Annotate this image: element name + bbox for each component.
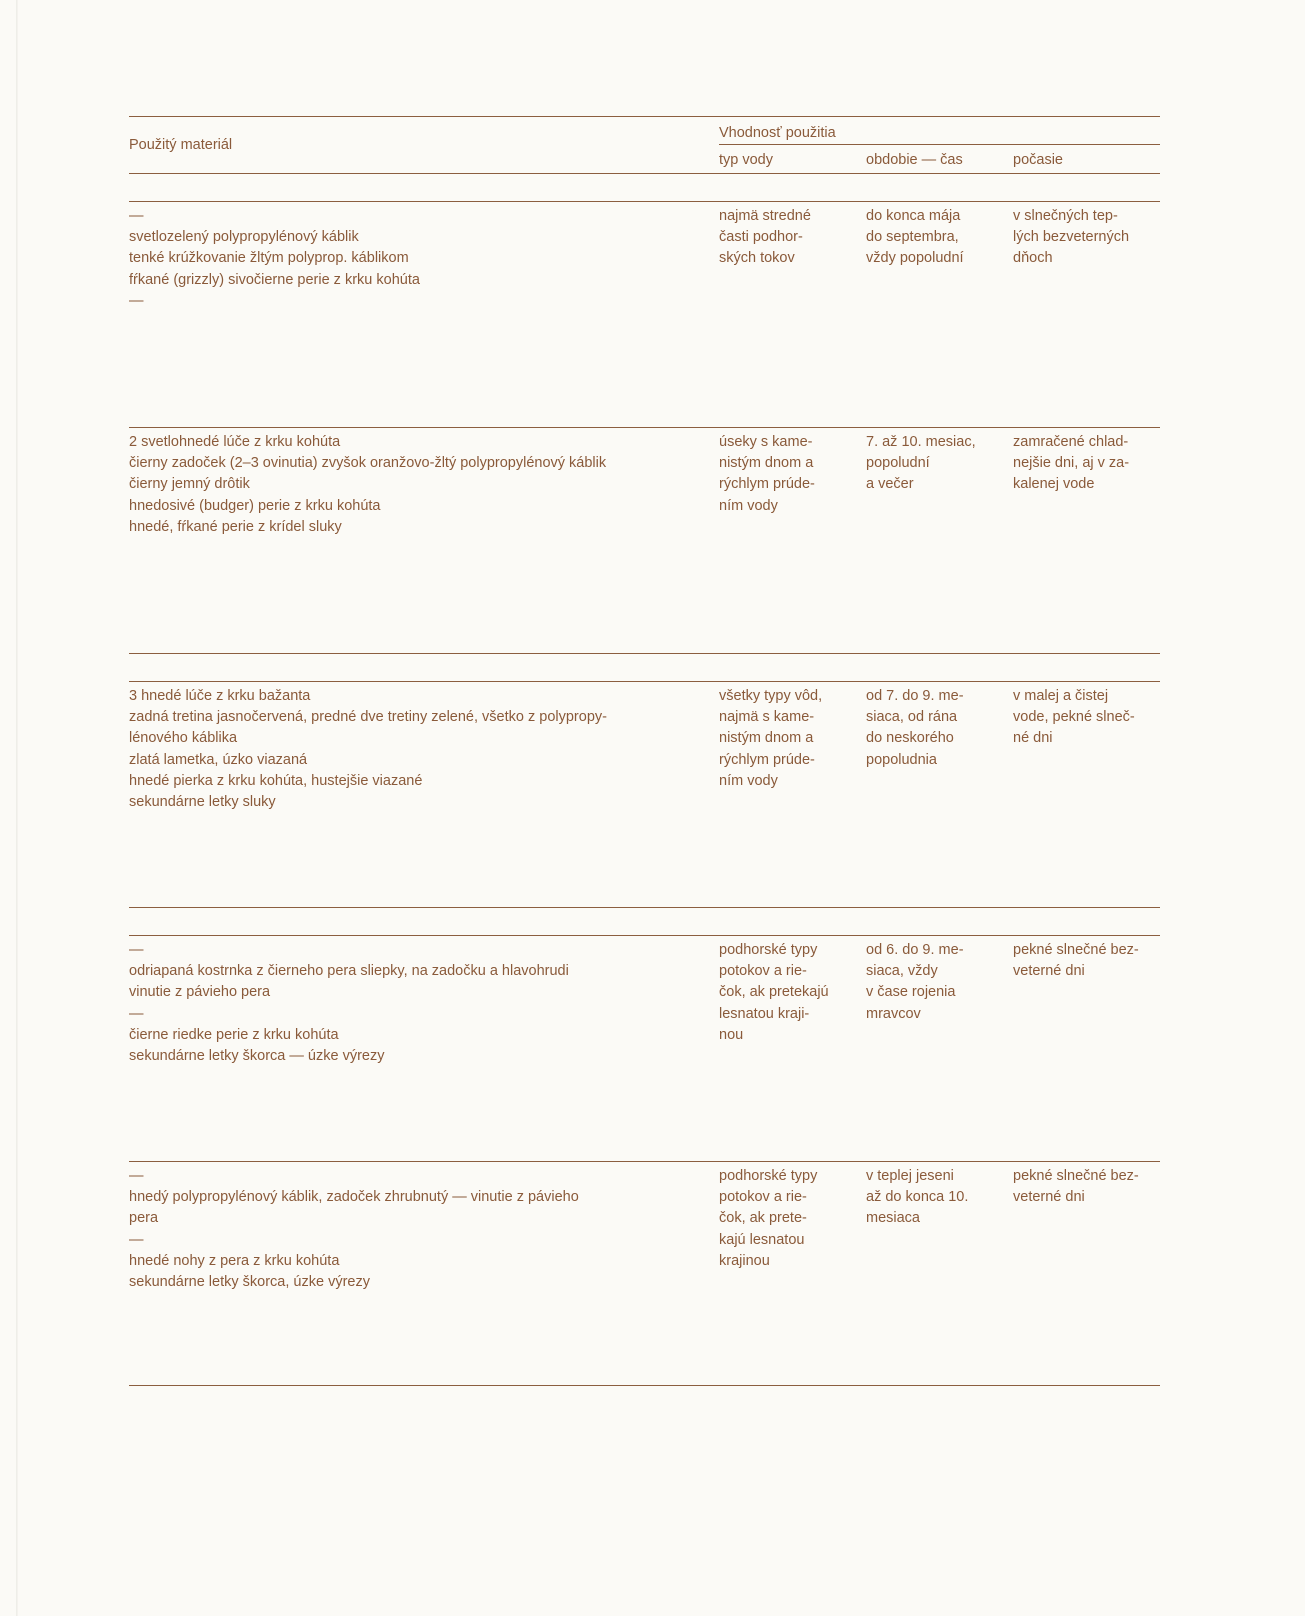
material-line: pera [129,1210,159,1227]
material-line: čierne riedke perie z krku kohúta [129,1026,339,1043]
period-line: mravcov [866,1005,921,1022]
material-line: sekundárne letky škorca — úzke výrezy [129,1047,385,1064]
row-4-period [866,940,1006,1025]
header-material: Použitý materiál [129,137,233,153]
water-line: nistým dnom a [719,455,814,472]
row-3-water-type [719,686,859,792]
weather-line: pekné slnečné bez- [1013,1168,1139,1184]
weather-line: v malej a čistej [1013,688,1109,704]
header-bottom-rule [129,173,1160,174]
row-3-material [129,686,699,813]
material-line: hnedé pierka z krku kohúta, hustejšie viazané [129,772,423,789]
row-5-weather [1013,1166,1163,1208]
period-line: vždy popoludní [866,250,964,267]
period-line: siaca, vždy [866,963,938,980]
period-line: do neskorého [866,730,954,747]
row-2-weather [1013,432,1163,496]
material-line: sekundárne letky škorca, úzke výrezy [129,1273,370,1290]
material-line: zlatá lametka, úzko viazaná [129,751,308,768]
material-line: vinutie z pávieho pera [129,984,271,1001]
water-line: potokov a rie- [719,963,807,980]
material-line: — [129,208,144,224]
row-4-top-rule [129,935,1160,936]
weather-line: dňoch [1013,250,1053,267]
water-line: najmä s kame- [719,709,815,726]
row-4-weather [1013,940,1163,982]
row-2-top-rule [129,427,1160,428]
material-line: — [129,1168,144,1184]
row-1-weather [1013,206,1163,270]
row-5-top-rule [129,1161,1160,1162]
page-edge-shadow [16,0,18,1616]
water-line: krajinou [719,1252,770,1269]
water-line: časti podhor- [719,229,803,246]
water-line: lesnatou kraji- [719,1005,810,1022]
material-line: čierny zadoček (2–3 ovinutia) zvyšok oranžovo-žltý polypropylénový káblik [129,455,607,472]
material-line: sekundárne letky sluky [129,793,276,810]
material-line: fŕkané (grizzly) sivočierne perie z krku kohúta [129,271,420,288]
row-1-top-rule [129,201,1160,202]
header-period: obdobie — čas [866,152,963,168]
period-line: mesiaca [866,1210,920,1227]
material-line: 2 svetlohnedé lúče z krku kohúta [129,434,341,450]
row-1-period [866,206,1006,270]
material-line: — [129,292,144,309]
water-line: podhorské typy [719,942,818,958]
row-3-top-rule [129,681,1160,682]
row-5-bottom-rule [129,1385,1160,1386]
row-4-material [129,940,699,1067]
water-line: rýchlym prúde- [719,476,815,493]
material-line: čierny jemný drôtik [129,476,250,493]
row-4-water-type [719,940,859,1046]
material-line: — [129,1005,144,1022]
water-line: ských tokov [719,250,795,267]
period-line: 7. až 10. mesiac, [866,434,976,450]
water-line: čok, ak pretekajú [719,984,829,1001]
row-2-period [866,432,1006,496]
row-3-period [866,686,1006,771]
material-line: — [129,942,144,958]
header-suitability: Vhodnosť použitia [719,125,836,141]
weather-line: lých bezveterných [1013,229,1130,246]
row-2-water-type [719,432,859,517]
header-suitability-rule [719,144,1160,145]
water-line: nistým dnom a [719,730,814,747]
material-line: hnedé, fŕkané perie z krídel sluky [129,518,342,535]
water-line: ním vody [719,772,778,789]
weather-line: v slnečných tep- [1013,208,1118,224]
water-line: nou [719,1026,744,1043]
period-line: od 6. do 9. me- [866,942,964,958]
material-line: zadná tretina jasnočervená, predné dve tretiny zelené, všetko z polypropy- [129,709,607,726]
period-line: do septembra, [866,229,959,246]
period-line: a večer [866,476,914,493]
row-2-bottom-rule [129,653,1160,654]
period-line: popoludnia [866,751,937,768]
row-5-material [129,1166,699,1293]
water-line: ním vody [719,497,778,514]
water-line: úseky s kame- [719,434,813,450]
period-line: popoludní [866,455,930,472]
weather-line: né dni [1013,730,1053,747]
water-line: podhorské typy [719,1168,818,1184]
header-water-type: typ vody [719,152,773,168]
weather-line: pekné slnečné bez- [1013,942,1139,958]
row-1-material [129,206,699,312]
row-5-period [866,1166,1006,1230]
water-line: potokov a rie- [719,1189,807,1206]
weather-line: vode, pekné slneč- [1013,709,1135,726]
material-line: hnedé nohy z pera z krku kohúta [129,1252,340,1269]
row-1-water-type [719,206,859,270]
water-line: rýchlym prúde- [719,751,815,768]
material-line: hnedý polypropylénový káblik, zadoček zhrubnutý — vinutie z pávieho [129,1189,579,1206]
material-line: lénového káblika [129,730,238,747]
water-line: najmä stredné [719,208,811,224]
material-line: 3 hnedé lúče z krku bažanta [129,688,311,704]
weather-line: veterné dni [1013,963,1085,980]
material-line: hnedosivé (budger) perie z krku kohúta [129,497,381,514]
material-line: tenké krúžkovanie žltým polyprop. káblikom [129,250,409,267]
header-weather: počasie [1013,152,1063,168]
period-line: v čase rojenia [866,984,956,1001]
water-line: čok, ak prete- [719,1210,807,1227]
period-line: siaca, od rána [866,709,958,726]
weather-line: kalenej vode [1013,476,1095,493]
row-2-material [129,432,699,538]
material-line: — [129,1231,144,1248]
weather-line: veterné dni [1013,1189,1085,1206]
water-line: kajú lesnatou [719,1231,805,1248]
row-3-bottom-rule [129,907,1160,908]
row-3-weather [1013,686,1163,750]
period-line: od 7. do 9. me- [866,688,964,704]
weather-line: zamračené chlad- [1013,434,1129,450]
material-line: svetlozelený polypropylénový káblik [129,229,359,246]
period-line: do konca mája [866,208,961,224]
weather-line: nejšie dni, aj v za- [1013,455,1130,472]
row-5-water-type [719,1166,859,1272]
period-line: až do konca 10. [866,1189,969,1206]
material-line: odriapaná kostrnka z čierneho pera sliepky, na zadočku a hlavohrudi [129,963,569,980]
period-line: v teplej jeseni [866,1168,954,1184]
water-line: všetky typy vôd, [719,688,823,704]
header-top-rule [129,116,1160,117]
